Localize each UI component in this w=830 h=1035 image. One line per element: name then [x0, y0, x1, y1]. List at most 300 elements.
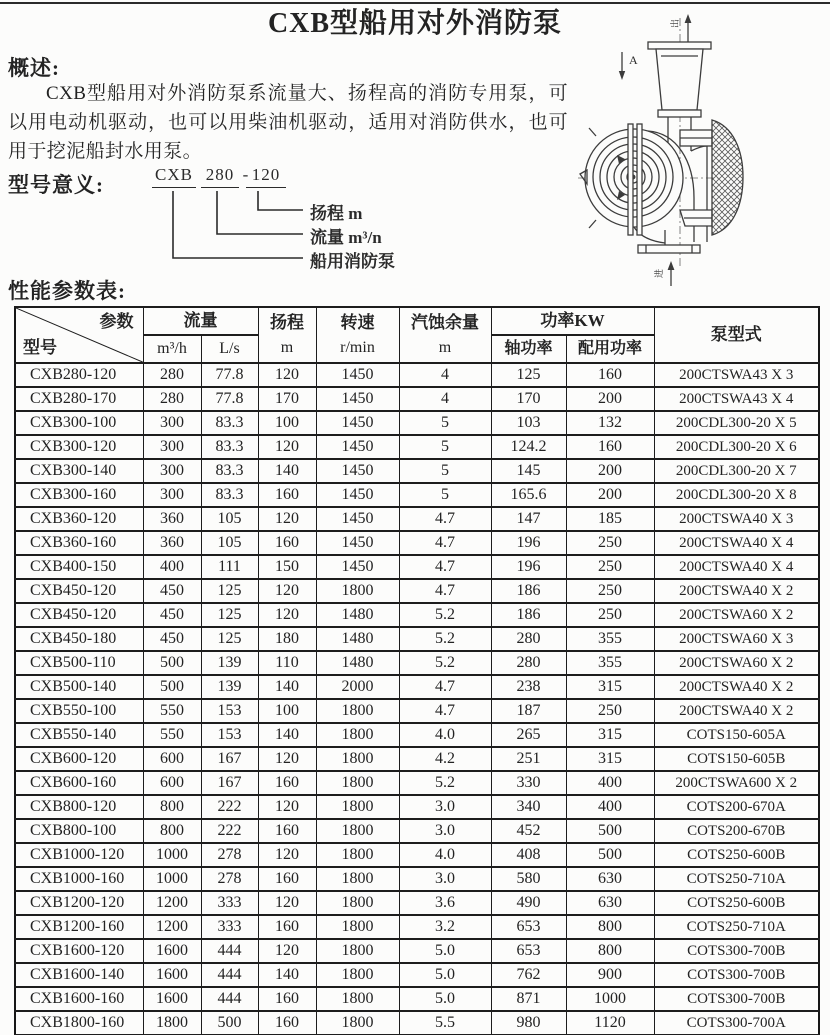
model-cell: CXB450-120 — [15, 579, 143, 603]
value-cell: 1800 — [316, 579, 399, 603]
value-cell: 132 — [566, 411, 654, 435]
section-label-a: A — [629, 53, 638, 67]
table-row — [15, 747, 819, 771]
value-cell: 280 — [491, 651, 566, 675]
table-row — [15, 963, 819, 987]
value-cell: 450 — [143, 603, 201, 627]
value-cell: 185 — [566, 507, 654, 531]
pump-type-cell: COTS250-710A — [654, 867, 819, 891]
pump-type-cell: 200CTSWA40 X 4 — [654, 555, 819, 579]
npsh-title: 汽蚀余量 — [411, 313, 479, 332]
value-cell: 1800 — [316, 795, 399, 819]
model-code-head: 120 — [246, 165, 286, 188]
value-cell: 139 — [201, 651, 258, 675]
callout-head-label: 扬程 m — [310, 204, 363, 223]
value-cell: 1120 — [566, 1011, 654, 1035]
model-cell: CXB1600-120 — [15, 939, 143, 963]
value-cell: 120 — [258, 579, 316, 603]
model-cell: CXB400-150 — [15, 555, 143, 579]
pump-type-cell: 200CTSWA60 X 3 — [654, 627, 819, 651]
value-cell: 450 — [143, 579, 201, 603]
value-cell: 315 — [566, 723, 654, 747]
value-cell: 1450 — [316, 387, 399, 411]
value-cell: 315 — [566, 747, 654, 771]
model-cell: CXB360-120 — [15, 507, 143, 531]
value-cell: 5.5 — [399, 1011, 491, 1035]
pump-type-cell: 200CTSWA40 X 2 — [654, 579, 819, 603]
value-cell: 1800 — [316, 843, 399, 867]
value-cell: 1800 — [316, 891, 399, 915]
value-cell: 1800 — [316, 747, 399, 771]
value-cell: 77.8 — [201, 363, 258, 387]
value-cell: 355 — [566, 651, 654, 675]
pump-type-cell: COTS300-700B — [654, 939, 819, 963]
value-cell: 1600 — [143, 939, 201, 963]
value-cell: 278 — [201, 843, 258, 867]
value-cell: 83.3 — [201, 483, 258, 507]
value-cell: 1800 — [316, 867, 399, 891]
performance-table-heading: 性能参数表: — [8, 279, 126, 303]
value-cell: 124.2 — [491, 435, 566, 459]
npsh-column-header — [399, 307, 491, 363]
value-cell: 280 — [143, 363, 201, 387]
value-cell: 222 — [201, 795, 258, 819]
value-cell: 500 — [143, 675, 201, 699]
value-cell: 1600 — [143, 963, 201, 987]
value-cell: 180 — [258, 627, 316, 651]
value-cell: 160 — [258, 867, 316, 891]
model-cell: CXB300-100 — [15, 411, 143, 435]
head-column-header — [258, 307, 316, 363]
value-cell: 160 — [258, 987, 316, 1011]
value-cell: 120 — [258, 435, 316, 459]
value-cell: 165.6 — [491, 483, 566, 507]
table-row — [15, 675, 819, 699]
value-cell: 1800 — [316, 699, 399, 723]
overview-heading: 概述: — [8, 56, 60, 80]
value-cell: 630 — [566, 867, 654, 891]
table-row — [15, 411, 819, 435]
corner-header-cell — [15, 307, 143, 363]
value-cell: 100 — [258, 411, 316, 435]
table-row — [15, 555, 819, 579]
value-cell: 120 — [258, 507, 316, 531]
value-cell: 186 — [491, 603, 566, 627]
value-cell: 5.0 — [399, 963, 491, 987]
model-cell: CXB550-140 — [15, 723, 143, 747]
value-cell: 800 — [566, 939, 654, 963]
value-cell: 167 — [201, 771, 258, 795]
value-cell: 83.3 — [201, 411, 258, 435]
value-cell: 250 — [566, 555, 654, 579]
value-cell: 280 — [143, 387, 201, 411]
value-cell: 1800 — [316, 915, 399, 939]
value-cell: 251 — [491, 747, 566, 771]
value-cell: 105 — [201, 507, 258, 531]
table-row — [15, 939, 819, 963]
value-cell: 111 — [201, 555, 258, 579]
table-row — [15, 891, 819, 915]
pump-type-column-header: 泵型式 — [654, 307, 819, 363]
value-cell: 1480 — [316, 627, 399, 651]
pump-type-cell: 200CTSWA60 X 2 — [654, 603, 819, 627]
value-cell: 4.7 — [399, 579, 491, 603]
value-cell: 222 — [201, 819, 258, 843]
value-cell: 250 — [566, 579, 654, 603]
flow-group-header: 流量 — [143, 307, 258, 335]
value-cell: 4.7 — [399, 555, 491, 579]
model-cell: CXB300-140 — [15, 459, 143, 483]
value-cell: 900 — [566, 963, 654, 987]
pump-type-cell: COTS200-670B — [654, 819, 819, 843]
table-row — [15, 387, 819, 411]
value-cell: 408 — [491, 843, 566, 867]
value-cell: 170 — [491, 387, 566, 411]
value-cell: 139 — [201, 675, 258, 699]
value-cell: 140 — [258, 723, 316, 747]
table-row — [15, 843, 819, 867]
pump-type-cell: COTS250-600B — [654, 843, 819, 867]
head-title: 扬程 — [270, 313, 304, 332]
value-cell: 125 — [201, 627, 258, 651]
value-cell: 1000 — [143, 867, 201, 891]
value-cell: 800 — [566, 915, 654, 939]
npsh-unit: m — [438, 339, 452, 356]
pump-type-cell: COTS250-600B — [654, 891, 819, 915]
table-row — [15, 795, 819, 819]
value-cell: 5 — [399, 459, 491, 483]
value-cell: 400 — [566, 795, 654, 819]
value-cell: 160 — [258, 483, 316, 507]
value-cell: 120 — [258, 891, 316, 915]
value-cell: 5.2 — [399, 603, 491, 627]
model-cell: CXB500-140 — [15, 675, 143, 699]
flow-m3h-header: m³/h — [143, 335, 201, 363]
value-cell: 500 — [143, 651, 201, 675]
model-cell: CXB800-100 — [15, 819, 143, 843]
shaft-power-header: 轴功率 — [491, 335, 566, 363]
model-cell: CXB800-120 — [15, 795, 143, 819]
value-cell: 1450 — [316, 435, 399, 459]
value-cell: 1450 — [316, 531, 399, 555]
value-cell: 3.6 — [399, 891, 491, 915]
table-row — [15, 771, 819, 795]
value-cell: 653 — [491, 915, 566, 939]
value-cell: 187 — [491, 699, 566, 723]
value-cell: 145 — [491, 459, 566, 483]
pump-type-cell: 200CTSWA600 X 2 — [654, 771, 819, 795]
outlet-label: 出 — [670, 18, 680, 28]
model-cell: CXB300-120 — [15, 435, 143, 459]
model-cell: CXB500-110 — [15, 651, 143, 675]
value-cell: 280 — [491, 627, 566, 651]
performance-table-body — [15, 363, 819, 1035]
model-cell: CXB280-170 — [15, 387, 143, 411]
value-cell: 1450 — [316, 411, 399, 435]
value-cell: 444 — [201, 963, 258, 987]
value-cell: 160 — [566, 363, 654, 387]
value-cell: 300 — [143, 411, 201, 435]
value-cell: 4.7 — [399, 699, 491, 723]
page-title: CXB型船用对外消防泵 — [267, 8, 563, 39]
value-cell: 300 — [143, 459, 201, 483]
value-cell: 400 — [566, 771, 654, 795]
value-cell: 500 — [566, 843, 654, 867]
value-cell: 1000 — [143, 843, 201, 867]
value-cell: 120 — [258, 603, 316, 627]
pump-type-cell: COTS300-700A — [654, 1011, 819, 1035]
pump-type-cell: COTS250-710A — [654, 915, 819, 939]
value-cell: 340 — [491, 795, 566, 819]
value-cell: 200 — [566, 459, 654, 483]
model-cell: CXB600-120 — [15, 747, 143, 771]
value-cell: 77.8 — [201, 387, 258, 411]
value-cell: 200 — [566, 387, 654, 411]
value-cell: 4.7 — [399, 675, 491, 699]
value-cell: 3.0 — [399, 795, 491, 819]
value-cell: 1450 — [316, 459, 399, 483]
value-cell: 490 — [491, 891, 566, 915]
table-row — [15, 435, 819, 459]
value-cell: 140 — [258, 459, 316, 483]
model-code-series: CXB — [152, 165, 196, 188]
value-cell: 600 — [143, 747, 201, 771]
table-row — [15, 915, 819, 939]
value-cell: 278 — [201, 867, 258, 891]
callout-flow-label: 流量 m³/n — [310, 228, 382, 247]
pump-type-cell: 200CTSWA60 X 2 — [654, 651, 819, 675]
value-cell: 196 — [491, 531, 566, 555]
value-cell: 200 — [566, 483, 654, 507]
value-cell: 1800 — [143, 1011, 201, 1035]
section-arrow-a — [619, 52, 625, 80]
value-cell: 250 — [566, 603, 654, 627]
value-cell: 250 — [566, 531, 654, 555]
overview-paragraph: CXB型船用对外消防泵系流量大、扬程高的消防专用泵，可以用电动机驱动，也可以用柴油机驱动，适用对消防供水，也可用于挖泥船封水用泵。 — [8, 83, 568, 162]
value-cell: 125 — [201, 603, 258, 627]
power-group-header: 功率KW — [491, 307, 654, 335]
value-cell: 360 — [143, 531, 201, 555]
value-cell: 1800 — [316, 963, 399, 987]
value-cell: 160 — [258, 819, 316, 843]
table-row — [15, 723, 819, 747]
value-cell: 4.0 — [399, 843, 491, 867]
model-cell: CXB1200-160 — [15, 915, 143, 939]
value-cell: 238 — [491, 675, 566, 699]
value-cell: 1480 — [316, 651, 399, 675]
value-cell: 3.0 — [399, 819, 491, 843]
model-cell: CXB1000-120 — [15, 843, 143, 867]
value-cell: 600 — [143, 771, 201, 795]
table-row — [15, 363, 819, 387]
table-row — [15, 819, 819, 843]
inlet-arrow — [668, 261, 675, 286]
pump-drawing — [572, 2, 828, 294]
value-cell: 3.2 — [399, 915, 491, 939]
value-cell: 160 — [258, 915, 316, 939]
model-meaning-heading: 型号意义: — [8, 173, 104, 197]
pump-type-cell: COTS150-605B — [654, 747, 819, 771]
model-cell: CXB280-120 — [15, 363, 143, 387]
model-cell: CXB1200-120 — [15, 891, 143, 915]
value-cell: 153 — [201, 723, 258, 747]
table-row — [15, 651, 819, 675]
value-cell: 1480 — [316, 603, 399, 627]
value-cell: 333 — [201, 891, 258, 915]
table-row — [15, 531, 819, 555]
value-cell: 1800 — [316, 939, 399, 963]
value-cell: 5.2 — [399, 651, 491, 675]
value-cell: 140 — [258, 675, 316, 699]
value-cell: 100 — [258, 699, 316, 723]
rated-power-header: 配用功率 — [566, 335, 654, 363]
value-cell: 125 — [491, 363, 566, 387]
model-cell: CXB600-160 — [15, 771, 143, 795]
model-cell: CXB1800-160 — [15, 1011, 143, 1035]
pump-type-cell: COTS200-670A — [654, 795, 819, 819]
value-cell: 3.0 — [399, 867, 491, 891]
value-cell: 120 — [258, 843, 316, 867]
value-cell: 5.2 — [399, 627, 491, 651]
model-cell: CXB1600-140 — [15, 963, 143, 987]
speed-column-header — [316, 307, 399, 363]
value-cell: 140 — [258, 963, 316, 987]
value-cell: 4 — [399, 387, 491, 411]
value-cell: 110 — [258, 651, 316, 675]
pump-type-cell: 200CDL300-20 X 5 — [654, 411, 819, 435]
table-row — [15, 603, 819, 627]
inlet-label: 进 — [654, 268, 664, 278]
value-cell: 153 — [201, 699, 258, 723]
speed-unit: r/min — [340, 339, 375, 356]
corner-parameter-label: 参数 — [99, 312, 134, 331]
model-cell: CXB360-160 — [15, 531, 143, 555]
value-cell: 800 — [143, 819, 201, 843]
pump-strainer-dome — [712, 120, 743, 235]
value-cell: 83.3 — [201, 459, 258, 483]
value-cell: 120 — [258, 795, 316, 819]
pump-type-cell: COTS300-700B — [654, 963, 819, 987]
pump-type-cell: 200CTSWA40 X 2 — [654, 675, 819, 699]
pump-type-cell: 200CTSWA40 X 2 — [654, 699, 819, 723]
value-cell: 120 — [258, 363, 316, 387]
pump-type-cell: 200CTSWA40 X 3 — [654, 507, 819, 531]
value-cell: 450 — [143, 627, 201, 651]
callout-pump-label: 船用消防泵 — [310, 252, 395, 271]
value-cell: 800 — [143, 795, 201, 819]
model-cell: CXB550-100 — [15, 699, 143, 723]
value-cell: 1600 — [143, 987, 201, 1011]
value-cell: 160 — [258, 1011, 316, 1035]
value-cell: 160 — [258, 531, 316, 555]
value-cell: 4.2 — [399, 747, 491, 771]
value-cell: 5 — [399, 435, 491, 459]
model-cell: CXB1600-160 — [15, 987, 143, 1011]
pump-type-cell: 200CDL300-20 X 8 — [654, 483, 819, 507]
value-cell: 83.3 — [201, 435, 258, 459]
value-cell: 330 — [491, 771, 566, 795]
value-cell: 550 — [143, 699, 201, 723]
value-cell: 444 — [201, 939, 258, 963]
value-cell: 150 — [258, 555, 316, 579]
value-cell: 333 — [201, 915, 258, 939]
speed-title: 转速 — [340, 313, 375, 332]
value-cell: 4 — [399, 363, 491, 387]
value-cell: 1200 — [143, 891, 201, 915]
table-header-row-1 — [15, 307, 819, 335]
value-cell: 5 — [399, 483, 491, 507]
value-cell: 871 — [491, 987, 566, 1011]
value-cell: 500 — [201, 1011, 258, 1035]
value-cell: 147 — [491, 507, 566, 531]
value-cell: 120 — [258, 939, 316, 963]
value-cell: 550 — [143, 723, 201, 747]
value-cell: 1800 — [316, 723, 399, 747]
value-cell: 1800 — [316, 1011, 399, 1035]
value-cell: 1200 — [143, 915, 201, 939]
pump-type-cell: COTS150-605A — [654, 723, 819, 747]
value-cell: 250 — [566, 699, 654, 723]
value-cell: 980 — [491, 1011, 566, 1035]
value-cell: 5.0 — [399, 987, 491, 1011]
table-row — [15, 483, 819, 507]
value-cell: 5.0 — [399, 939, 491, 963]
value-cell: 170 — [258, 387, 316, 411]
pump-inlet-flange — [638, 245, 700, 253]
value-cell: 360 — [143, 507, 201, 531]
model-cell: CXB450-120 — [15, 603, 143, 627]
pump-type-cell: 200CDL300-20 X 6 — [654, 435, 819, 459]
value-cell: 186 — [491, 579, 566, 603]
model-code-dash: - — [242, 165, 250, 184]
value-cell: 160 — [566, 435, 654, 459]
value-cell: 500 — [566, 819, 654, 843]
table-row — [15, 699, 819, 723]
model-cell: CXB450-180 — [15, 627, 143, 651]
model-cell: CXB300-160 — [15, 483, 143, 507]
value-cell: 1450 — [316, 555, 399, 579]
table-row — [15, 1011, 819, 1035]
value-cell: 653 — [491, 939, 566, 963]
model-meaning-diagram — [140, 163, 570, 275]
value-cell: 5.2 — [399, 771, 491, 795]
value-cell: 762 — [491, 963, 566, 987]
value-cell: 160 — [258, 771, 316, 795]
value-cell: 444 — [201, 987, 258, 1011]
value-cell: 1000 — [566, 987, 654, 1011]
table-row — [15, 627, 819, 651]
pump-type-cell: 200CTSWA43 X 3 — [654, 363, 819, 387]
value-cell: 125 — [201, 579, 258, 603]
pump-type-cell: 200CTSWA43 X 4 — [654, 387, 819, 411]
value-cell: 630 — [566, 891, 654, 915]
value-cell: 580 — [491, 867, 566, 891]
value-cell: 1800 — [316, 771, 399, 795]
value-cell: 300 — [143, 435, 201, 459]
table-row — [15, 507, 819, 531]
outlet-arrow — [685, 14, 692, 42]
value-cell: 355 — [566, 627, 654, 651]
model-cell: CXB1000-160 — [15, 867, 143, 891]
value-cell: 4.7 — [399, 531, 491, 555]
performance-table — [14, 306, 820, 1035]
value-cell: 1450 — [316, 507, 399, 531]
value-cell: 1800 — [316, 819, 399, 843]
value-cell: 315 — [566, 675, 654, 699]
value-cell: 196 — [491, 555, 566, 579]
value-cell: 120 — [258, 747, 316, 771]
value-cell: 1450 — [316, 483, 399, 507]
